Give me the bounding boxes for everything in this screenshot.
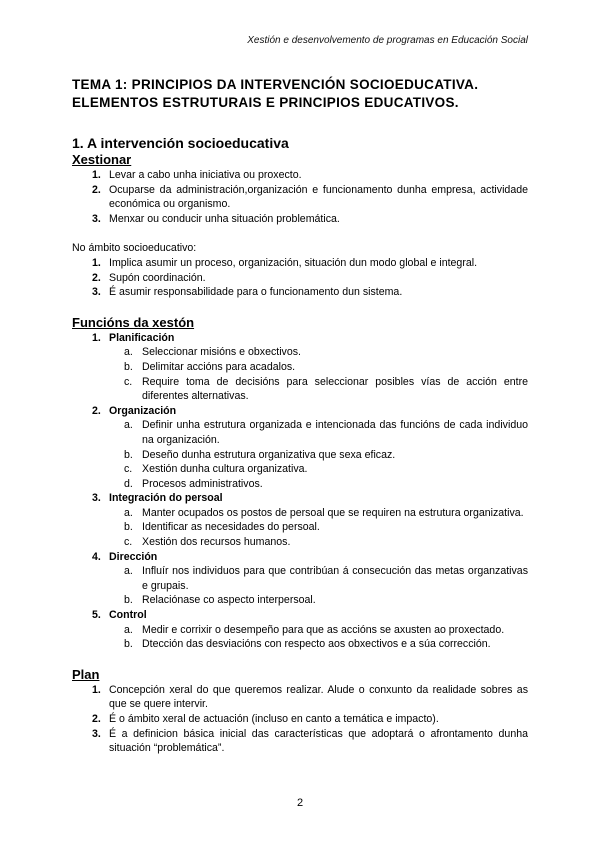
sub-list-item bbox=[72, 345, 528, 360]
list-text: Relaciónase co aspecto interpersoal. bbox=[142, 594, 316, 607]
list-item bbox=[72, 212, 528, 227]
xestionar-list bbox=[72, 168, 528, 226]
sub-list-item bbox=[72, 593, 528, 608]
socioeducativo-list bbox=[72, 256, 528, 300]
list-number: 3. bbox=[92, 727, 101, 740]
list-letter: b. bbox=[124, 448, 133, 461]
list-item bbox=[72, 285, 528, 300]
list-item bbox=[72, 550, 528, 565]
funcions-list-4 bbox=[72, 550, 528, 565]
list-text: Menxar ou conducir unha situación problemática. bbox=[109, 212, 340, 225]
organizacion-sublist bbox=[72, 418, 528, 491]
list-item bbox=[72, 683, 528, 712]
sub-list-item bbox=[72, 637, 528, 652]
list-text: Seleccionar misións e obxectivos. bbox=[142, 346, 301, 359]
section-heading-intervencion: 1. A intervención socioeducativa bbox=[72, 135, 289, 151]
list-text: Concepción xeral do que queremos realizar. Alude o conxunto da realidade sobres as que se quere intervir. bbox=[109, 683, 528, 711]
list-item bbox=[72, 183, 528, 212]
list-text: Influír nos individuos para que contribúan á consecución das metas organzativas e grupais. bbox=[142, 565, 528, 592]
subheading-funcions: Funcións da xestón bbox=[72, 314, 195, 330]
list-item bbox=[72, 404, 528, 419]
document-title: TEMA 1: PRINCIPIOS DA INTERVENCIÓN SOCIOEDUCATIVA. ELEMENTOS ESTRUTURAIS E PRINCIPIOS EDUCATIVOS. bbox=[72, 77, 479, 110]
list-letter: a. bbox=[124, 623, 133, 636]
integracion-sublist bbox=[72, 506, 528, 550]
list-text: Levar a cabo unha iniciativa ou proxecto. bbox=[109, 169, 302, 181]
group-label: Organización bbox=[109, 404, 177, 417]
list-text: Definir unha estrutura organizada e intencionada das funcións de cada individuo na organización. bbox=[142, 419, 528, 446]
list-text: É o ámbito xeral de actuación (incluso en canto a temática e impacto). bbox=[109, 713, 439, 725]
list-number: 1. bbox=[92, 169, 101, 181]
list-number: 4. bbox=[92, 550, 101, 563]
list-text: Procesos administrativos. bbox=[142, 477, 263, 490]
list-text: Identificar as necesidades do persoal. bbox=[142, 521, 320, 534]
sub-list-item bbox=[72, 535, 528, 550]
running-header: Xestión e desenvolvemento de programas en Educación Social bbox=[247, 35, 528, 46]
list-letter: b. bbox=[124, 360, 133, 373]
group-label: Control bbox=[109, 609, 147, 622]
plan-list bbox=[72, 683, 528, 756]
funcions-list bbox=[72, 331, 528, 346]
list-text: Manter ocupados os postos de persoal que se requiren na estrutura organizativa. bbox=[142, 506, 524, 519]
list-letter: b. bbox=[124, 521, 133, 534]
planificacion-sublist bbox=[72, 345, 528, 403]
list-text: É asumir responsabilidade para o funcionamento dun sistema. bbox=[109, 286, 403, 299]
funcions-list-3 bbox=[72, 491, 528, 506]
sub-list-item bbox=[72, 418, 528, 447]
list-text: Deseño dunha estrutura organizativa que sexa eficaz. bbox=[142, 448, 396, 461]
list-text: Xestión dos recursos humanos. bbox=[142, 536, 291, 549]
list-letter: a. bbox=[124, 565, 133, 578]
list-item bbox=[72, 727, 528, 756]
list-number: 2. bbox=[92, 271, 101, 284]
subheading-plan: Plan bbox=[72, 666, 100, 682]
list-number: 1. bbox=[92, 256, 101, 269]
list-item bbox=[72, 271, 528, 286]
funcions-list-5 bbox=[72, 608, 528, 623]
list-text: Supón coordinación. bbox=[109, 271, 206, 284]
list-item bbox=[72, 256, 528, 271]
list-number: 1. bbox=[92, 331, 101, 344]
list-text: Implica asumir un proceso, organización, situación dun modo global e integral. bbox=[109, 256, 478, 269]
list-text: Medir e corrixir o desempeño para que as accións se axusten ao proxectado. bbox=[142, 623, 505, 636]
sub-list-item bbox=[72, 477, 528, 492]
list-text: Xestión dunha cultura organizativa. bbox=[142, 463, 308, 476]
list-letter: c. bbox=[124, 375, 133, 388]
list-item bbox=[72, 712, 528, 727]
list-letter: a. bbox=[124, 419, 133, 432]
group-label: Integración do persoal bbox=[109, 492, 223, 505]
list-number: 2. bbox=[92, 183, 101, 196]
socioeducativo-intro: No ámbito socioeducativo: bbox=[72, 242, 197, 255]
list-letter: b. bbox=[124, 594, 133, 607]
sub-list-item bbox=[72, 520, 528, 535]
sub-list-item bbox=[72, 506, 528, 521]
list-letter: c. bbox=[124, 536, 133, 549]
sub-list-item bbox=[72, 360, 528, 375]
list-number: 1. bbox=[92, 683, 101, 696]
page-number: 2 bbox=[296, 797, 304, 809]
sub-list-item bbox=[72, 375, 528, 404]
list-number: 3. bbox=[92, 286, 101, 299]
control-sublist bbox=[72, 623, 528, 652]
list-text: Dtección das desviacións con respecto aos obxectivos e a súa corrección. bbox=[142, 638, 491, 651]
list-letter: d. bbox=[124, 477, 133, 490]
group-label: Dirección bbox=[109, 550, 158, 563]
funcions-list-2 bbox=[72, 404, 528, 419]
list-text: Require toma de decisións para seleccionar posibles vías de acción entre diferentes alternativas. bbox=[142, 375, 528, 403]
sub-list-item bbox=[72, 448, 528, 463]
list-number: 5. bbox=[92, 609, 101, 622]
group-label: Planificación bbox=[109, 331, 175, 344]
list-item bbox=[72, 168, 528, 183]
list-text: Ocuparse da administración,organización e funcionamento dunha empresa, actividade económica ou organismo. bbox=[109, 183, 528, 211]
list-number: 3. bbox=[92, 212, 101, 225]
list-number: 2. bbox=[92, 713, 101, 725]
list-text: Delimitar accións para acadalos. bbox=[142, 360, 296, 373]
list-number: 2. bbox=[92, 404, 101, 417]
list-letter: c. bbox=[124, 463, 133, 476]
sub-list-item bbox=[72, 462, 528, 477]
list-item bbox=[72, 331, 528, 346]
list-number: 3. bbox=[92, 492, 101, 505]
list-letter: a. bbox=[124, 346, 133, 359]
list-letter: b. bbox=[124, 638, 133, 651]
subheading-xestionar: Xestionar bbox=[72, 152, 132, 167]
direccion-sublist bbox=[72, 564, 528, 608]
document-body bbox=[72, 134, 528, 756]
list-item bbox=[72, 491, 528, 506]
list-text: É a definicion básica inicial das características que adoptará o afrontamento dunha situación “problemática”. bbox=[109, 727, 528, 755]
list-letter: a. bbox=[124, 506, 133, 519]
sub-list-item bbox=[72, 564, 528, 593]
sub-list-item bbox=[72, 623, 528, 638]
list-item bbox=[72, 608, 528, 623]
